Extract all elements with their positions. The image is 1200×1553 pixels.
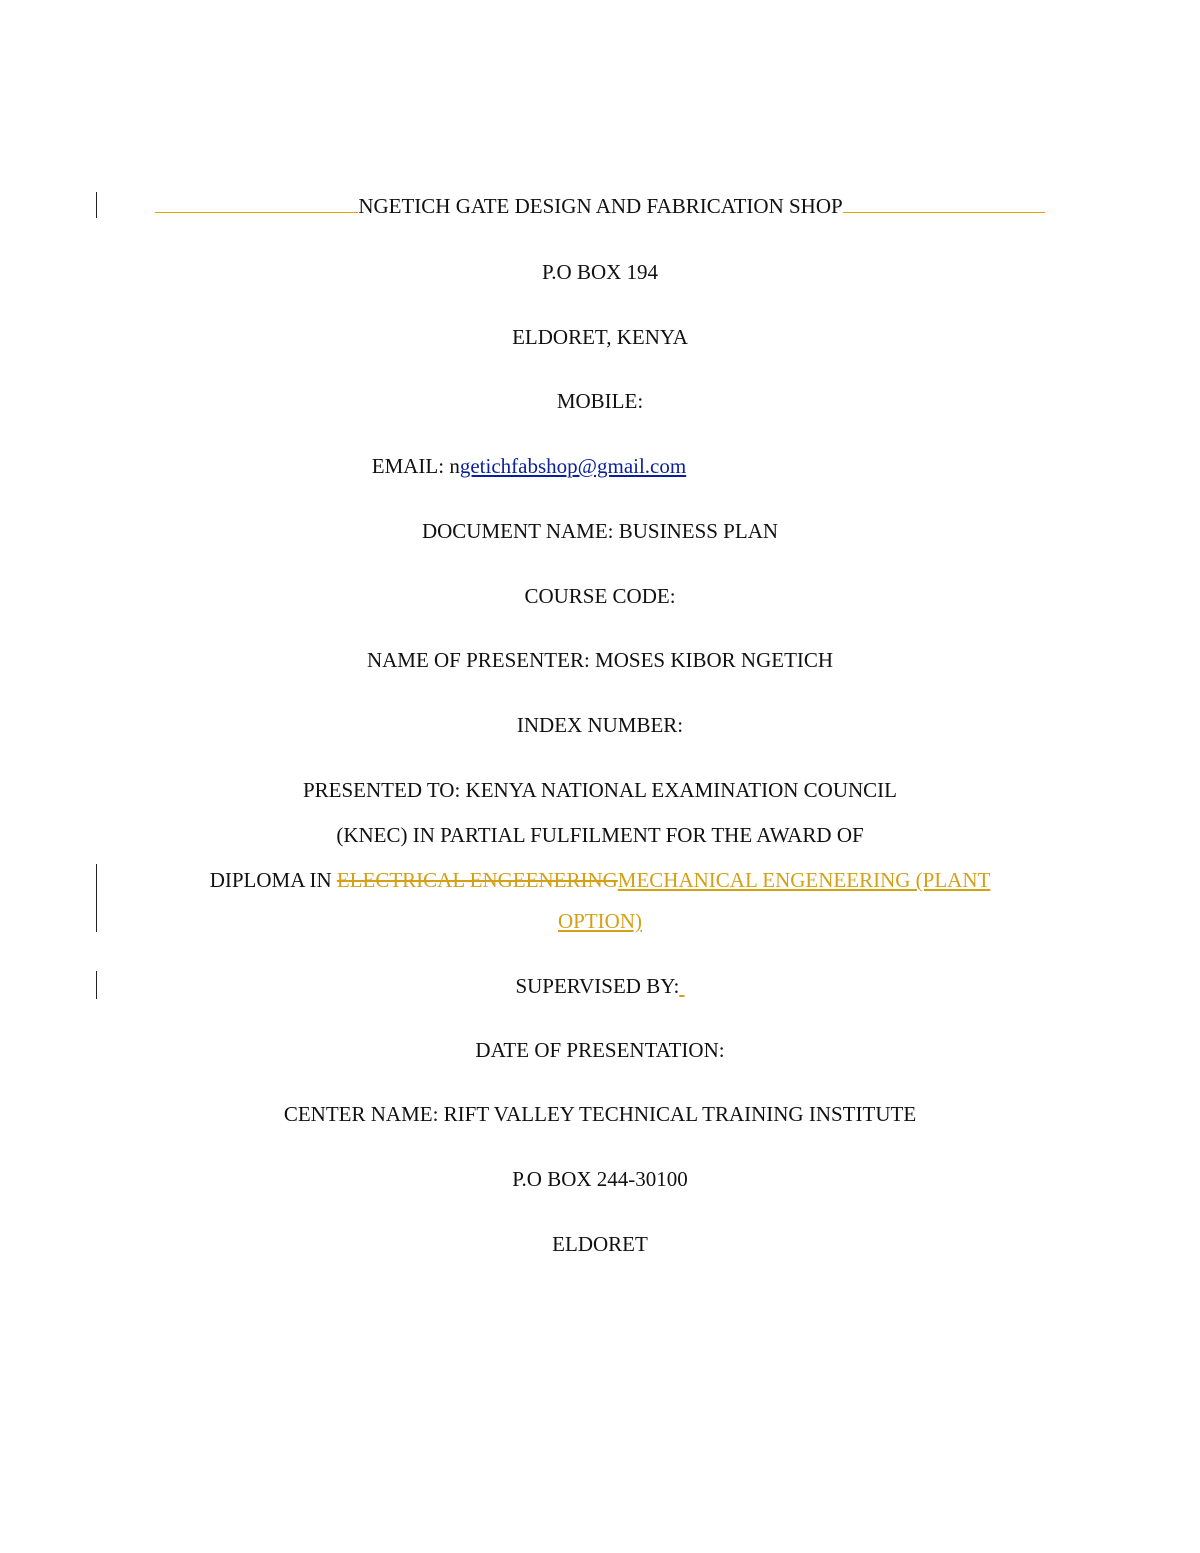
presented-to-line1: PRESENTED TO: KENYA NATIONAL EXAMINATION COUNCIL <box>302 778 897 802</box>
supervised-by: SUPERVISED BY: <box>515 974 680 998</box>
document-name: DOCUMENT NAME: BUSINESS PLAN <box>421 519 779 543</box>
diploma-line <box>0 867 1200 893</box>
center-town: ELDORET <box>552 1232 648 1256</box>
email-link[interactable]: getichfabshop@gmail.com <box>459 454 687 478</box>
supervised-by-line <box>0 973 1200 999</box>
center-name: CENTER NAME: RIFT VALLEY TECHNICAL TRAINING INSTITUTE <box>283 1102 917 1126</box>
presented-to-line2: (KNEC) IN PARTIAL FULFILMENT FOR THE AWARD OF <box>336 823 864 847</box>
inserted-space <box>679 974 684 998</box>
index-number: INDEX NUMBER: <box>516 713 684 737</box>
mobile-label: MOBILE: <box>556 389 644 413</box>
email-label: EMAIL: <box>371 454 450 478</box>
inserted-text: OPTION) <box>558 909 642 933</box>
deleted-text: ELECTRICAL ENGEENERING <box>336 868 618 892</box>
date-of-presentation: DATE OF PRESENTATION: <box>475 1038 725 1062</box>
presenter-name: NAME OF PRESENTER: MOSES KIBOR NGETICH <box>366 648 834 672</box>
inserted-rule-left <box>155 211 358 213</box>
inserted-rule-right <box>843 211 1045 213</box>
center-po-box: P.O BOX 244-30100 <box>512 1167 688 1191</box>
diploma-line-2 <box>0 908 1200 934</box>
email-line <box>0 453 1129 479</box>
location: ELDORET, KENYA <box>512 325 688 349</box>
diploma-prefix: DIPLOMA IN <box>209 868 337 892</box>
po-box: P.O BOX 194 <box>541 260 659 284</box>
shop-name: NGETICH GATE DESIGN AND FABRICATION SHOP <box>358 194 843 218</box>
email-first-char: n <box>449 454 460 478</box>
inserted-text: MECHANICAL ENGENEERING (PLANT <box>617 868 991 892</box>
course-code: COURSE CODE: <box>524 584 676 608</box>
shop-name-line <box>0 193 1200 219</box>
